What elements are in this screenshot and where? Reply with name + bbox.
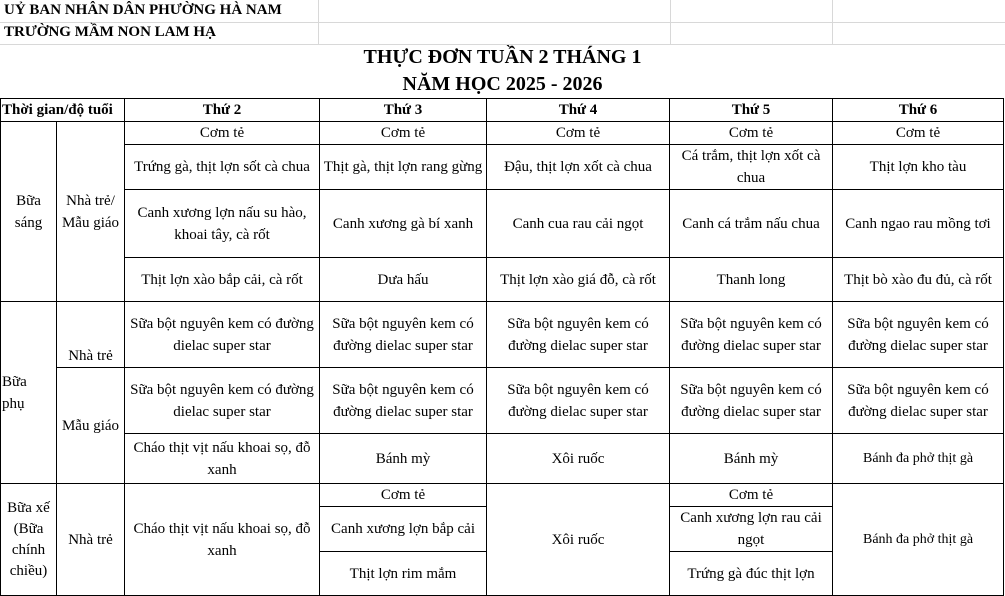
header-gridline (670, 0, 671, 44)
menu-cell: Thanh long (670, 258, 833, 302)
day-header: Thứ 6 (833, 99, 1004, 122)
menu-cell: Sữa bột nguyên kem có đường dielac super star (320, 368, 487, 434)
menu-cell: Bánh đa phở thịt gà (833, 434, 1004, 484)
header-gridline (0, 22, 1005, 23)
menu-cell: Canh xương lợn rau cải ngọt (670, 507, 833, 552)
menu-cell: Thịt lợn xào giá đỗ, cà rốt (487, 258, 670, 302)
menu-cell: Bánh đa phở thịt gà (833, 484, 1004, 596)
menu-cell: Sữa bột nguyên kem có đường dielac super star (670, 368, 833, 434)
meal-label: Bữa sáng (1, 122, 57, 302)
menu-cell: Canh ngao rau mồng tơi (833, 190, 1004, 258)
table-row (1, 145, 1004, 190)
menu-cell: Cơm tẻ (670, 484, 833, 507)
menu-cell: Cơm tẻ (320, 122, 487, 145)
menu-cell: Sữa bột nguyên kem có đường dielac super star (125, 368, 320, 434)
menu-cell: Sữa bột nguyên kem có đường dielac super star (833, 302, 1004, 368)
age-group-label: Nhà trẻ (57, 484, 125, 596)
menu-cell: Canh cá trắm nấu chua (670, 190, 833, 258)
table-row (1, 190, 1004, 258)
header-gridline (318, 0, 319, 44)
day-header: Thứ 4 (487, 99, 670, 122)
menu-cell: Cháo thịt vịt nấu khoai sọ, đỗ xanh (125, 434, 320, 484)
age-group-label: Nhà trẻ (57, 302, 125, 368)
menu-cell: Sữa bột nguyên kem có đường dielac super star (487, 368, 670, 434)
menu-cell: Cơm tẻ (670, 122, 833, 145)
table-row (1, 122, 1004, 145)
menu-cell: Bánh mỳ (320, 434, 487, 484)
menu-cell: Thịt lợn rim mắm (320, 552, 487, 596)
meal-label: Bữa phụ (1, 302, 57, 484)
day-header: Thứ 3 (320, 99, 487, 122)
header-gridline (0, 44, 1005, 45)
page-subtitle: NĂM HỌC 2025 - 2026 (402, 73, 603, 95)
menu-cell: Đậu, thịt lợn xốt cà chua (487, 145, 670, 190)
menu-cell: Xôi ruốc (487, 484, 670, 596)
menu-cell: Thịt bò xào đu đủ, cà rốt (833, 258, 1004, 302)
school-name: TRƯỜNG MẦM NON LAM HẠ (4, 24, 216, 40)
table-row (1, 484, 1004, 507)
menu-cell: Trứng gà đúc thịt lợn (670, 552, 833, 596)
age-group-label: Nhà trẻ/ Mẫu giáo (57, 122, 125, 302)
menu-cell: Cá trắm, thịt lợn xốt cà chua (670, 145, 833, 190)
meal-label: Bữa xế (Bữa chính chiều) (1, 484, 57, 596)
day-header-row (1, 99, 1004, 122)
menu-cell: Cơm tẻ (833, 122, 1004, 145)
menu-cell: Sữa bột nguyên kem có đường dielac super star (125, 302, 320, 368)
menu-cell: Cơm tẻ (487, 122, 670, 145)
menu-cell: Sữa bột nguyên kem có đường dielac super star (833, 368, 1004, 434)
day-header: Thứ 5 (670, 99, 833, 122)
table-row (1, 368, 1004, 434)
menu-cell: Dưa hấu (320, 258, 487, 302)
menu-cell: Sữa bột nguyên kem có đường dielac super star (487, 302, 670, 368)
menu-cell: Thịt lợn kho tàu (833, 145, 1004, 190)
age-group-label: Mẫu giáo (57, 368, 125, 484)
day-header: Thứ 2 (125, 99, 320, 122)
page-title: THỰC ĐƠN TUẦN 2 THÁNG 1 (363, 46, 642, 68)
header-gridline (832, 0, 833, 44)
table-row (1, 258, 1004, 302)
menu-cell: Canh xương lợn bắp cải (320, 507, 487, 552)
menu-cell: Sữa bột nguyên kem có đường dielac super star (670, 302, 833, 368)
menu-cell: Thịt gà, thịt lợn rang gừng (320, 145, 487, 190)
menu-cell: Cơm tẻ (125, 122, 320, 145)
menu-cell: Cơm tẻ (320, 484, 487, 507)
ward-name: UỶ BAN NHÂN DÂN PHƯỜNG HÀ NAM (4, 2, 282, 18)
corner-header: Thời gian/độ tuổi (1, 99, 125, 122)
menu-cell: Bánh mỳ (670, 434, 833, 484)
menu-cell: Cháo thịt vịt nấu khoai sọ, đỗ xanh (125, 484, 320, 596)
menu-cell: Canh xương lợn nấu su hào, khoai tây, cà rốt (125, 190, 320, 258)
table-row (1, 302, 1004, 368)
menu-cell: Canh cua rau cải ngọt (487, 190, 670, 258)
table-row (1, 434, 1004, 484)
menu-table (0, 98, 1004, 596)
menu-cell: Trứng gà, thịt lợn sốt cà chua (125, 145, 320, 190)
menu-cell: Canh xương gà bí xanh (320, 190, 487, 258)
menu-cell: Sữa bột nguyên kem có đường dielac super star (320, 302, 487, 368)
menu-cell: Thịt lợn xào bắp cải, cà rốt (125, 258, 320, 302)
menu-cell: Xôi ruốc (487, 434, 670, 484)
